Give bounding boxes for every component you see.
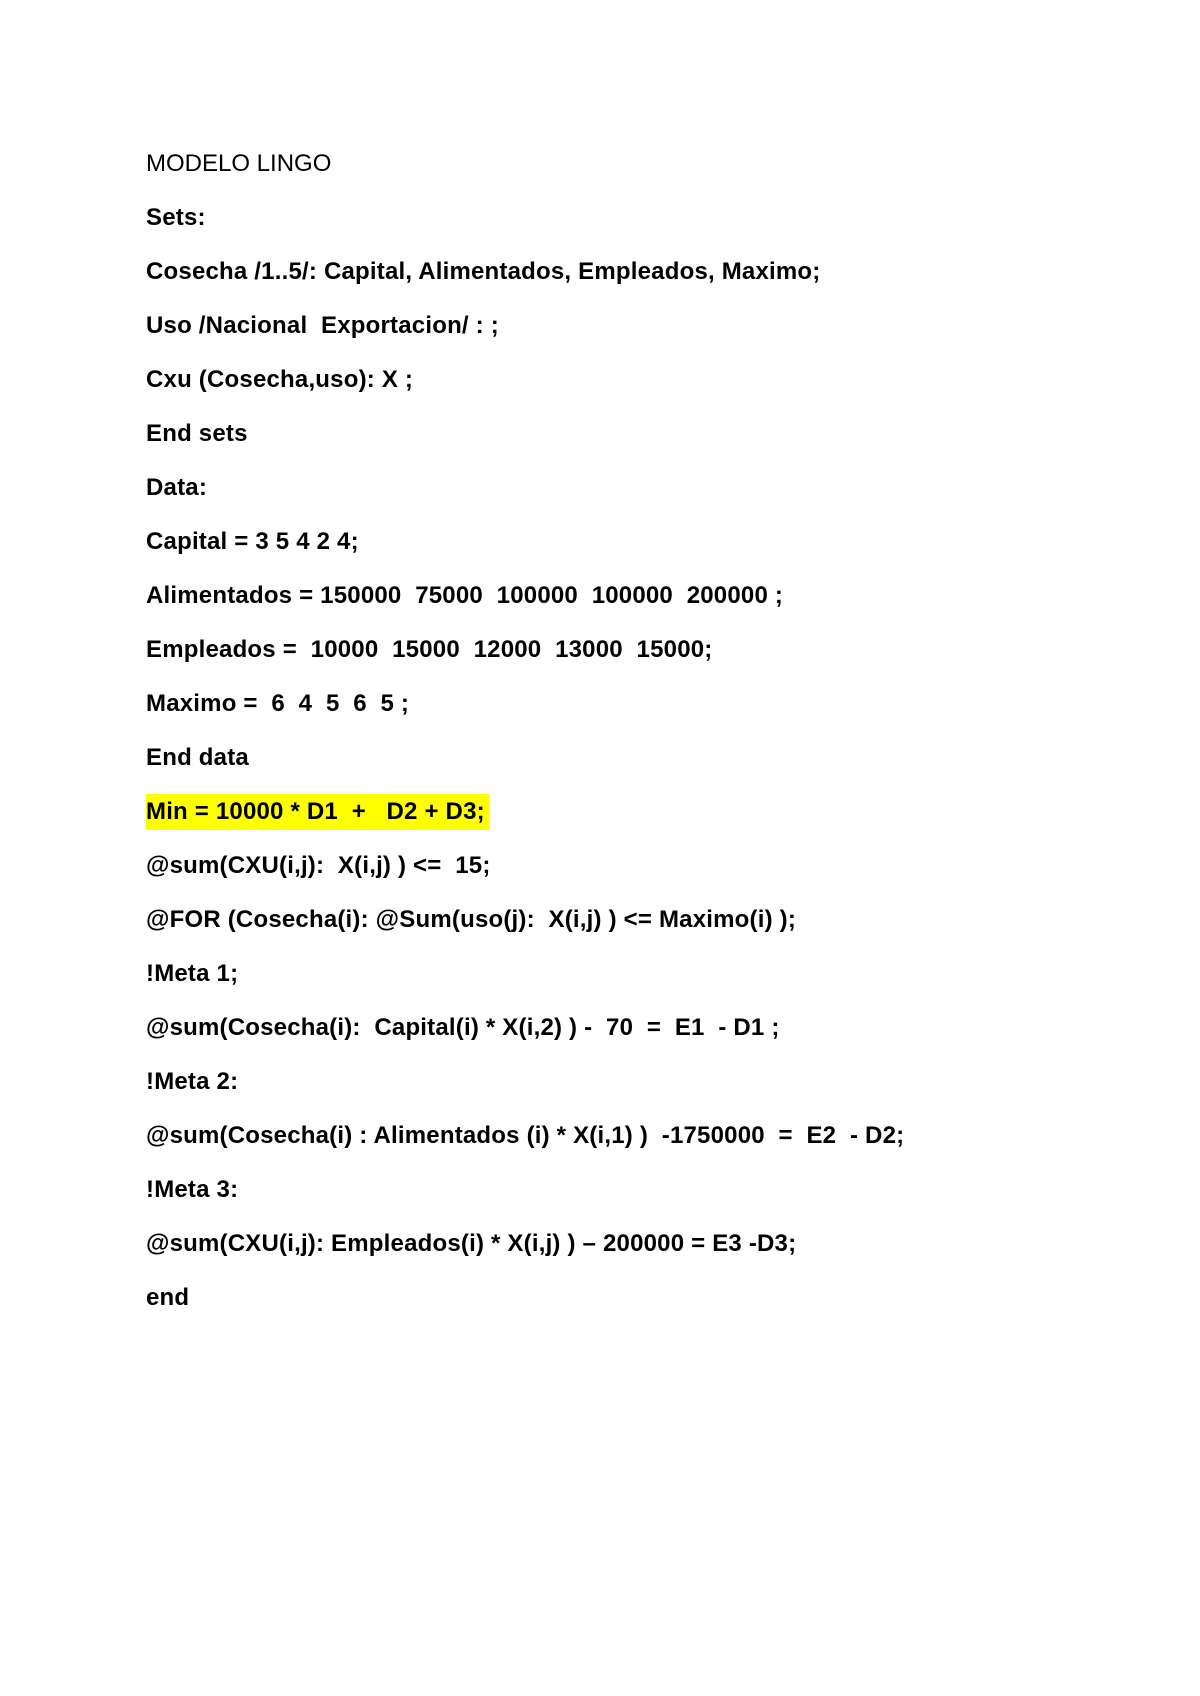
document-body — [146, 146, 1106, 1334]
code-line-cxu-set: Cxu (Cosecha,uso): X ; — [146, 366, 414, 393]
code-line-end-data: End data — [146, 744, 249, 771]
code-line-objective-highlighted: Min = 10000 * D1 + D2 + D3; — [146, 794, 1106, 848]
code-line-empleados: Empleados = 10000 15000 12000 13000 15000; — [146, 636, 713, 663]
code-line-alimentados: Alimentados = 150000 75000 100000 100000 200000 ; — [146, 582, 784, 609]
code-line-meta-2: !Meta 2: — [146, 1068, 239, 1095]
document-title: MODELO LINGO — [146, 150, 332, 177]
code-line-for-constraint: @FOR (Cosecha(i): @Sum(uso(j): X(i,j) ) <= Maximo(i) ); — [146, 906, 797, 933]
code-line-end: end — [146, 1284, 190, 1311]
code-line-capital: Capital = 3 5 4 2 4; — [146, 528, 359, 555]
code-line-end-sets: End sets — [146, 420, 248, 447]
code-line-sets: Sets: — [146, 204, 206, 231]
code-line-meta-3: !Meta 3: — [146, 1176, 239, 1203]
code-line-maximo: Maximo = 6 4 5 6 5 ; — [146, 690, 410, 717]
code-line-sum-constraint: @sum(CXU(i,j): X(i,j) ) <= 15; — [146, 852, 491, 879]
code-line-uso-set: Uso /Nacional Exportacion/ : ; — [146, 312, 499, 339]
code-line-data: Data: — [146, 474, 208, 501]
code-line-cosecha-set: Cosecha /1..5/: Capital, Alimentados, Empleados, Maximo; — [146, 258, 821, 285]
code-line-meta-1: !Meta 1; — [146, 960, 239, 987]
code-line-meta-1-constraint: @sum(Cosecha(i): Capital(i) * X(i,2) ) - 70 = E1 - D1 ; — [146, 1014, 780, 1041]
code-line-meta-3-constraint: @sum(CXU(i,j): Empleados(i) * X(i,j) ) – 200000 = E3 -D3; — [146, 1230, 797, 1257]
code-line-meta-2-constraint: @sum(Cosecha(i) : Alimentados (i) * X(i,1) ) -1750000 = E2 - D2; — [146, 1122, 905, 1149]
